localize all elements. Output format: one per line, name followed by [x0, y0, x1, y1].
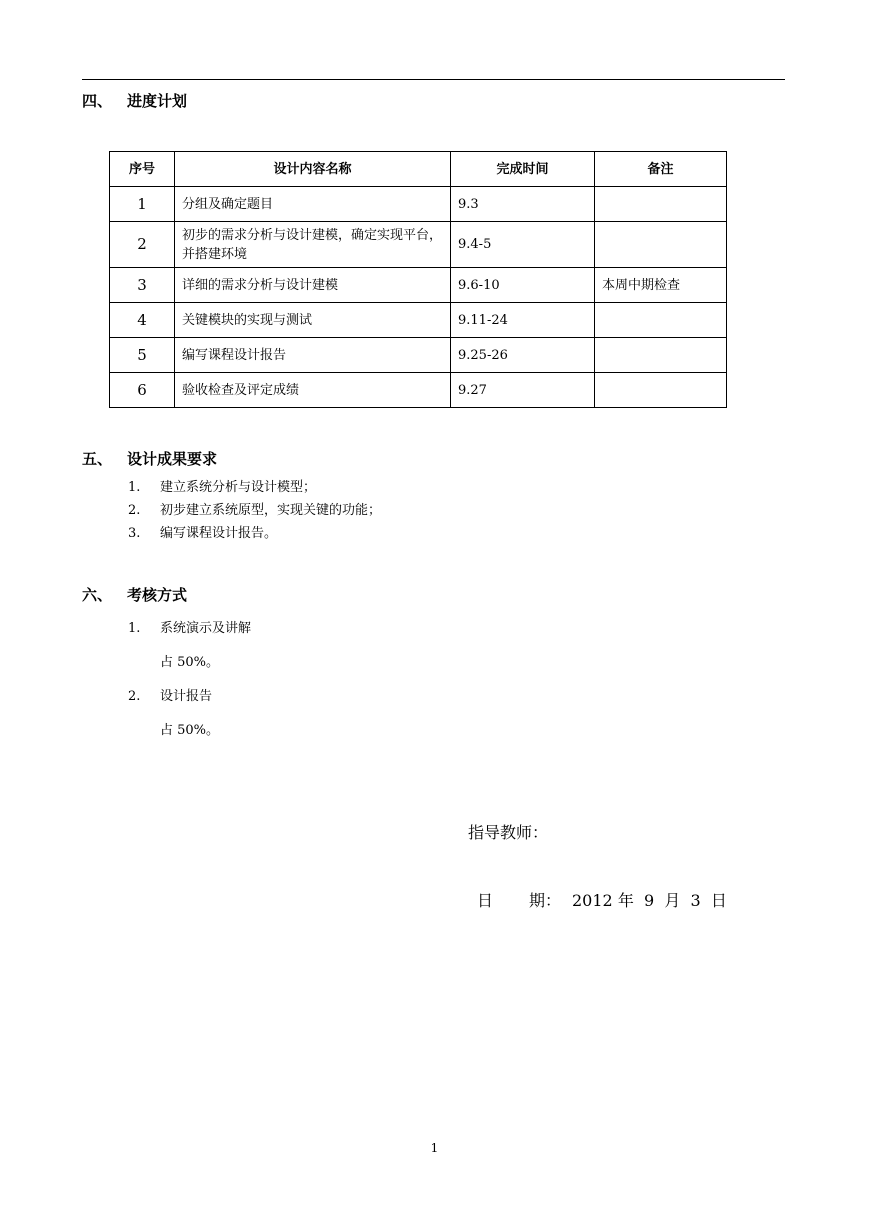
row-note [595, 187, 727, 222]
header-index: 序号 [110, 152, 175, 187]
section-6-heading [82, 585, 187, 605]
row-index: 4 [110, 303, 175, 338]
table-row [110, 373, 727, 408]
row-content: 编写课程设计报告 [175, 338, 451, 373]
row-content: 分组及确定题目 [175, 187, 451, 222]
header-time: 完成时间 [451, 152, 595, 187]
row-note: 本周中期检查 [595, 268, 727, 303]
date-year: 2012 [572, 891, 613, 910]
assessment-item-text: 系统演示及讲解 [160, 621, 252, 636]
date-month-unit: 月 [664, 891, 681, 910]
table-row [110, 222, 727, 268]
header-content: 设计内容名称 [175, 152, 451, 187]
header-note: 备注 [595, 152, 727, 187]
row-time: 9.4-5 [451, 222, 595, 268]
date-month: 9 [644, 891, 655, 910]
list-item-text: 建立系统分析与设计模型； [160, 480, 317, 495]
assessment-item-number: 2. [128, 689, 141, 704]
top-rule [82, 79, 785, 80]
section-5-title: 设计成果要求 [127, 450, 218, 468]
row-content: 初步的需求分析与设计建模，确定实现平台，并搭建环境 [175, 222, 451, 268]
row-content: 验收检查及评定成绩 [175, 373, 451, 408]
requirements-list [128, 476, 381, 545]
row-index: 5 [110, 338, 175, 373]
row-index: 1 [110, 187, 175, 222]
assessment-weight: 占 50%。 [160, 723, 220, 738]
list-item-number: 2. [128, 503, 141, 518]
row-time: 9.6-10 [451, 268, 595, 303]
row-index: 3 [110, 268, 175, 303]
date-day-unit: 日 [710, 891, 727, 910]
assessment-item [128, 619, 251, 639]
date-line [477, 890, 727, 912]
table-header-row [110, 152, 727, 187]
table-row [110, 303, 727, 338]
row-note [595, 222, 727, 268]
row-index: 6 [110, 373, 175, 408]
list-item-text: 初步建立系统原型，实现关键的功能； [160, 503, 382, 518]
row-time: 9.25-26 [451, 338, 595, 373]
section-4-heading [82, 91, 187, 111]
list-item [128, 522, 381, 545]
table-row [110, 268, 727, 303]
assessment-weight: 占 50%。 [160, 655, 220, 670]
section-6-number: 六、 [82, 586, 113, 604]
date-label-char-2: 期： [529, 891, 562, 910]
row-note [595, 338, 727, 373]
teacher-label: 指导教师： [468, 823, 549, 842]
list-item [128, 499, 381, 522]
row-content: 详细的需求分析与设计建模 [175, 268, 451, 303]
row-note [595, 373, 727, 408]
date-day: 3 [690, 891, 701, 910]
date-label-char-1: 日 [477, 891, 494, 910]
page-number: 1 [430, 1141, 439, 1155]
section-4-number: 四、 [82, 92, 113, 110]
list-item [128, 476, 381, 499]
date-year-unit: 年 [617, 891, 634, 910]
assessment-item [128, 687, 212, 707]
section-5-heading [82, 449, 217, 469]
row-time: 9.11-24 [451, 303, 595, 338]
section-5-number: 五、 [82, 450, 113, 468]
row-note [595, 303, 727, 338]
list-item-number: 1. [128, 480, 141, 495]
schedule-table [109, 151, 727, 408]
assessment-item-text: 设计报告 [160, 689, 213, 704]
row-content: 关键模块的实现与测试 [175, 303, 451, 338]
list-item-text: 编写课程设计报告。 [160, 526, 278, 541]
assessment-item-number: 1. [128, 621, 141, 636]
table-row [110, 338, 727, 373]
list-item-number: 3. [128, 526, 141, 541]
table-row [110, 187, 727, 222]
section-4-title: 进度计划 [127, 92, 188, 110]
row-index: 2 [110, 222, 175, 268]
row-time: 9.27 [451, 373, 595, 408]
row-time: 9.3 [451, 187, 595, 222]
section-6-title: 考核方式 [127, 586, 188, 604]
